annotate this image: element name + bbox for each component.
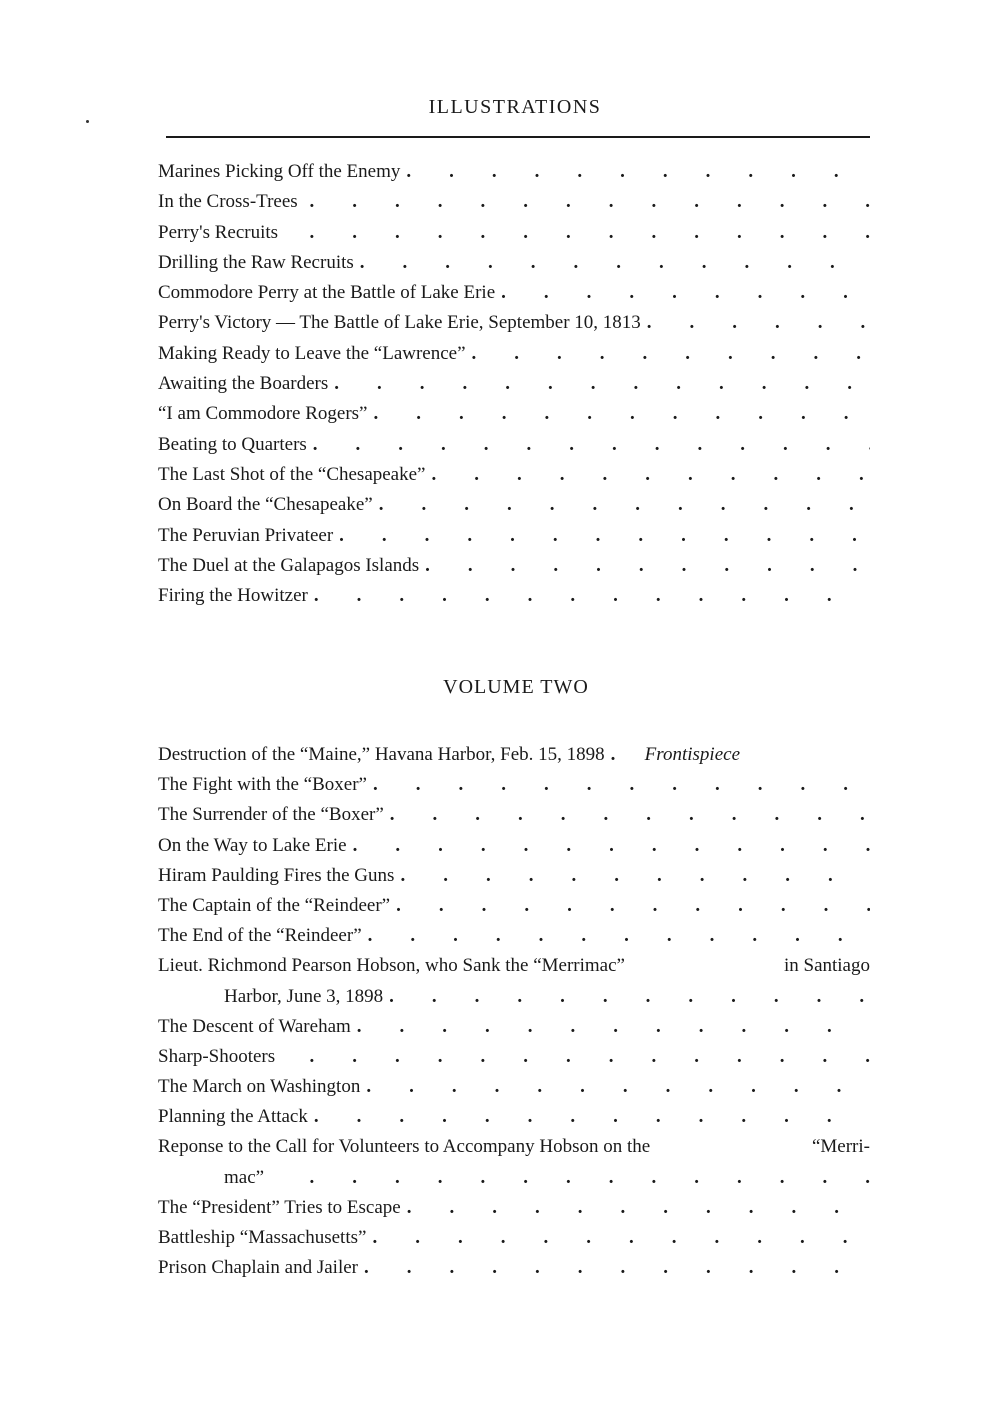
list-item [158, 800, 870, 830]
dot-leader [366, 1223, 870, 1253]
list-item [158, 1102, 870, 1132]
dot-leader [347, 831, 870, 861]
entry-title: Commodore Perry at the Battle of Lake Erie [158, 282, 496, 304]
dot-leader [400, 157, 870, 187]
dot-leader [390, 891, 870, 921]
title-rule [166, 136, 870, 138]
list-item-hobson-line2 [158, 982, 870, 1012]
list-item [158, 430, 870, 460]
page-title: ILLUSTRATIONS [428, 96, 602, 118]
list-item [158, 1042, 870, 1072]
dot-leader [275, 1042, 870, 1072]
entry-title: Making Ready to Leave the “Lawrence” [158, 342, 466, 364]
entry-title: The “President” Tries to Escape [158, 1196, 401, 1218]
section-heading-volume-two: VOLUME TWO [443, 676, 589, 698]
list-item [158, 1072, 870, 1102]
entry-title-part: Lieut. Richmond Pearson Hobson, who Sank the “Merrimac” [158, 955, 625, 977]
entry-title: The Duel at the Galapagos Islands [158, 554, 420, 576]
list-item-volunteers-line2 [158, 1163, 870, 1193]
list-item [158, 1223, 870, 1253]
dot-leader [360, 1072, 870, 1102]
dot-leader [308, 581, 870, 611]
entry-title: The Last Shot of the “Chesapeake” [158, 463, 426, 485]
entry-title: Harbor, June 3, 1898 [224, 985, 384, 1007]
stray-mark [86, 120, 89, 123]
dot-leader [495, 278, 870, 308]
dot-leader [362, 921, 870, 951]
entry-title: The Surrender of the “Boxer” [158, 804, 384, 826]
dot-leader [333, 521, 870, 551]
list-item [158, 157, 870, 187]
entry-title: Firing the Howitzer [158, 585, 308, 607]
entry-title: Awaiting the Boarders [158, 373, 329, 395]
dot-leader [278, 218, 870, 248]
entry-title: The Fight with the “Boxer” [158, 774, 367, 796]
entry-title: Destruction of the “Maine,” Havana Harbor, Feb. 15, 1898 [158, 744, 605, 765]
list-item-volunteers-line1 [158, 1132, 870, 1162]
dot-leader [308, 1102, 870, 1132]
entry-title: Perry's Victory — The Battle of Lake Erie, September 10, 1813 [158, 312, 641, 334]
list-item-hobson-line1 [158, 951, 870, 981]
entry-title: mac” [224, 1166, 265, 1188]
dot-leader [394, 861, 870, 891]
dot-leader [358, 1253, 870, 1283]
list-item [158, 460, 870, 490]
list-item [158, 1012, 870, 1042]
list-item [158, 1253, 870, 1283]
entry-title: The Descent of Wareham [158, 1015, 351, 1037]
list-item [158, 831, 870, 861]
entry-title: The Captain of the “Reindeer” [158, 894, 391, 916]
entry-title: “I am Commodore Rogers” [158, 403, 368, 425]
entry-title: The Peruvian Privateer [158, 524, 334, 546]
list-item [158, 278, 870, 308]
entry-title-part: “Merri- [811, 1136, 870, 1158]
list-item-frontispiece [158, 740, 870, 770]
dot-leader [367, 399, 870, 429]
entry-title: Drilling the Raw Recruits [158, 251, 354, 273]
list-item [158, 308, 870, 338]
list-item [158, 1193, 870, 1223]
volume-one-list [158, 157, 870, 611]
entry-title-part: in Santiago [783, 955, 870, 977]
list-item [158, 861, 870, 891]
entry-title: The March on Washington [158, 1076, 361, 1098]
list-item [158, 521, 870, 551]
dot-leader [367, 770, 870, 800]
frontispiece-label: Frontispiece [644, 744, 740, 765]
dot-leader [298, 187, 870, 217]
dot-leader [641, 308, 870, 338]
list-item [158, 891, 870, 921]
entry-title: Sharp-Shooters [158, 1045, 276, 1067]
dot-leader [383, 982, 870, 1012]
dot-leader [264, 1163, 870, 1193]
dot-leader [384, 800, 870, 830]
list-item [158, 218, 870, 248]
dot-leader [419, 551, 870, 581]
list-item [158, 187, 870, 217]
dot-leader [605, 740, 639, 770]
entry-title: Prison Chaplain and Jailer [158, 1257, 358, 1279]
entry-title: Battleship “Massachusetts” [158, 1227, 367, 1248]
entry-title-part: Reponse to the Call for Volunteers to Accompany Hobson on the [158, 1136, 651, 1158]
list-item [158, 339, 870, 369]
entry-title: Beating to Quarters [158, 433, 307, 455]
volume-two-list [158, 740, 870, 1283]
list-item [158, 490, 870, 520]
dot-leader [307, 430, 870, 460]
list-item [158, 581, 870, 611]
entry-title: Hiram Paulding Fires the Guns [158, 864, 395, 886]
list-item [158, 551, 870, 581]
list-item [158, 248, 870, 278]
list-item [158, 399, 870, 429]
dot-leader [425, 460, 870, 490]
dot-leader [373, 490, 870, 520]
entry-title: The End of the “Reindeer” [158, 925, 362, 947]
list-item [158, 921, 870, 951]
entry-title: Perry's Recruits [158, 221, 279, 243]
entry-title: On Board the “Chesapeake” [158, 494, 373, 516]
entry-title: In the Cross-Trees [158, 191, 298, 213]
entry-title: Planning the Attack [158, 1106, 308, 1128]
dot-leader [351, 1012, 870, 1042]
entry-title: On the Way to Lake Erie [158, 834, 347, 856]
list-item [158, 770, 870, 800]
dot-leader [328, 369, 870, 399]
dot-leader [466, 339, 870, 369]
list-item [158, 369, 870, 399]
dot-leader [401, 1193, 870, 1223]
dot-leader [354, 248, 870, 278]
entry-title: Marines Picking Off the Enemy [158, 161, 401, 182]
